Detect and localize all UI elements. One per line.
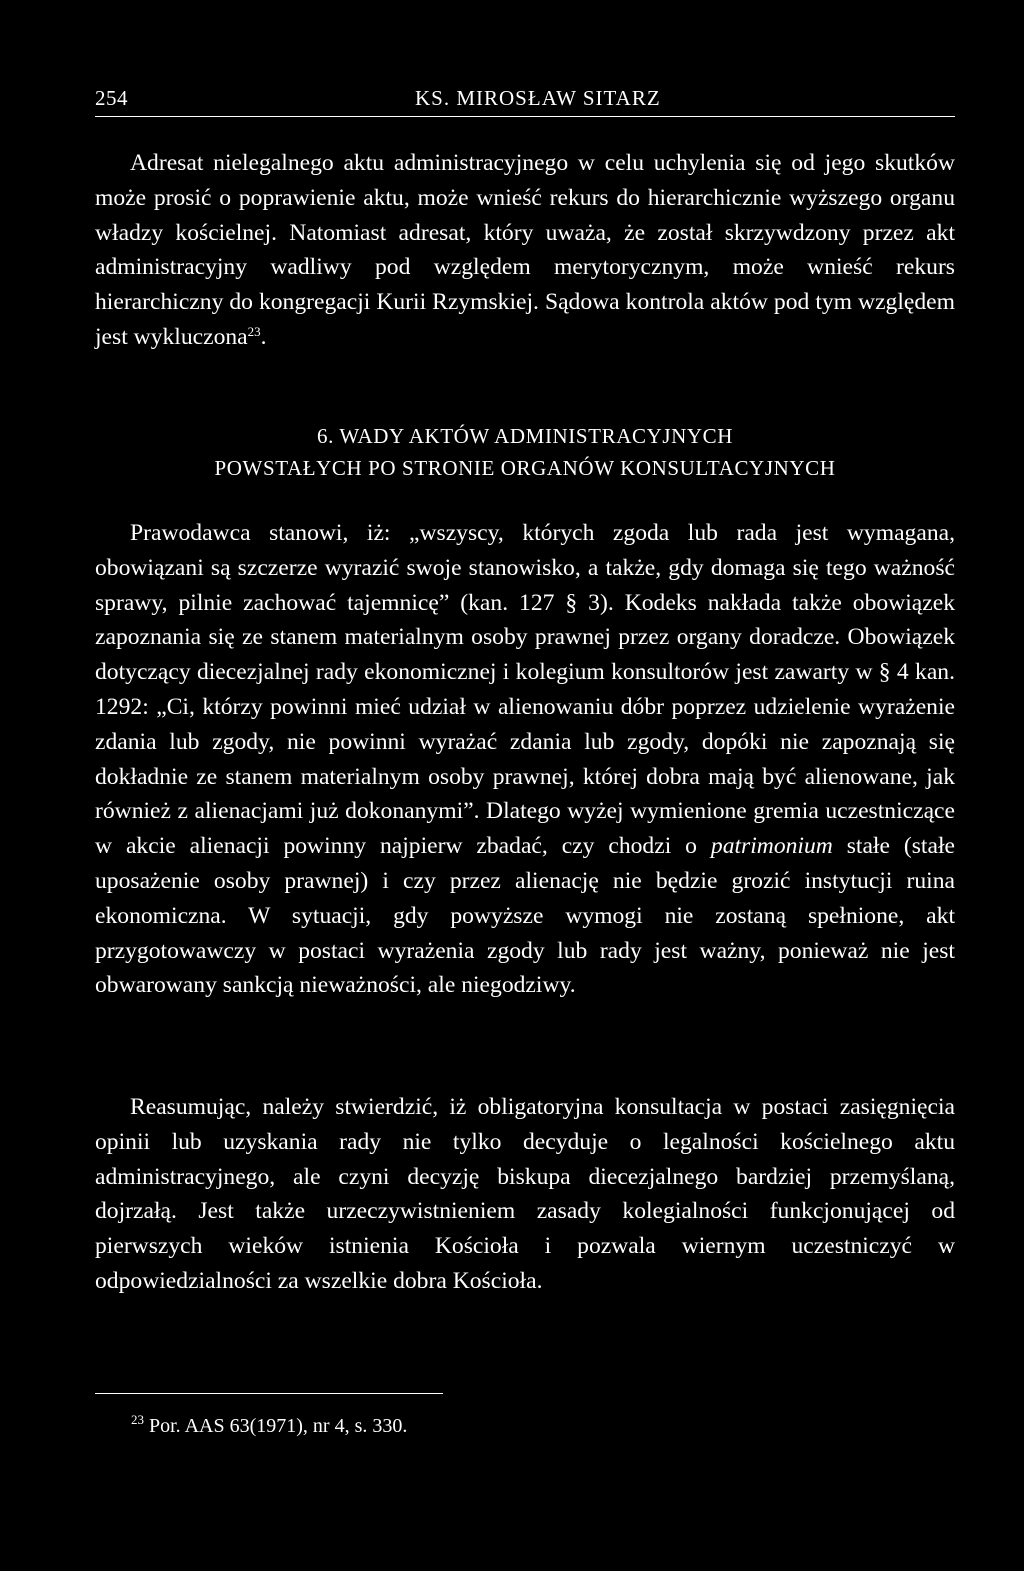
paragraph-1 xyxy=(95,146,955,355)
paragraph-2-part-2: stałe (stałe uposażenie osoby prawnej) i czy przez alienację nie będzie grozić instytucji ruina ekonomiczna. W sytuacji, gdy powyższe wymogi nie zostaną spełnione, akt przygotowawczy w postaci wyrażenia zgody lub rady jest ważny, ponieważ nie jest obwarowany sankcją nieważności, ale niegodziwy. xyxy=(95,833,955,999)
page-number: 254 xyxy=(95,86,128,110)
footnote-rule xyxy=(95,1393,443,1394)
paragraph-1-end: . xyxy=(260,323,267,350)
paragraph-2 xyxy=(95,516,955,1003)
section-heading-line-1: 6. WADY AKTÓW ADMINISTRACYJNYCH xyxy=(316,424,734,448)
footnote xyxy=(131,1412,408,1438)
running-header xyxy=(95,86,955,120)
paragraph-1-text: Adresat nielegalnego aktu administracyjnego w celu uchylenia się od jego skutków może prosić o poprawienie aktu, może wnieść rekurs do hierarchicznie wyższego organu władzy kościelnej. Natomiast adresat, który uważa, że został skrzywdzony przez akt administracyjny wadliwy pod względem merytorycznym, może wnieść rekurs hierarchiczny do kongregacji Kurii Rzymskiej. Sądowa kontrola aktów pod tym względem jest wykluczona xyxy=(95,150,955,350)
footnote-text: Por. AAS 63(1971), nr 4, s. 330. xyxy=(144,1415,408,1437)
paragraph-2-italic-term: patrimonium xyxy=(710,833,833,860)
paragraph-3-text: Reasumując, należy stwierdzić, iż obligatoryjna konsultacja w postaci zasięgnięcia opinii lub uzyskania rady nie tylko decyduje o legalności kościelnego aktu administracyjnego, ale czyni decyzję biskupa diecezjalnego bardziej przemyślaną, dojrzałą. Jest także urzeczywistnieniem zasady kolegialności funkcjonującej od pierwszych wieków istnienia Kościoła i pozwala wiernym uczestniczyć w odpowiedzialności za wszelkie dobra Kościoła. xyxy=(95,1094,955,1294)
header-rule xyxy=(95,116,955,117)
paragraph-2-part-1: Prawodawca stanowi, iż: „wszyscy, których zgoda lub rada jest wymagana, obowiązani są szczerze wyrazić swoje stanowisko, a także, gdy domaga się tego ważność sprawy, pilnie zachować tajemnicę” (kan. 127 § 3). Kodeks nakłada także obowiązek zapoznania się ze stanem materialnym osoby prawnej przez organy doradcze. Obowiązek dotyczący diecezjalnej rady ekonomicznej i kolegium konsultorów jest zawarty w § 4 kan. 1292: „Ci, którzy powinni mieć udział w alienowaniu dóbr poprzez udzielenie wyrażenie zdania lub zgody, nie powinni wyrażać zdania lub zgody, dopóki nie zapoznają się dokładnie ze stanem materialnym osoby prawnej, której dobra mają być alienowane, jak również z alienacjami już dokonanymi”. Dlatego wyżej wymienione gremia uczestniczące w akcie alienacji powinny najpierw zbadać, czy chodzi o xyxy=(95,520,955,860)
paragraph-3 xyxy=(95,1090,955,1299)
footnote-number: 23 xyxy=(131,1412,144,1427)
section-heading-line-2: POWSTAŁYCH PO STRONIE ORGANÓW KONSULTACYJNYCH xyxy=(214,456,836,480)
footnote-reference: 23 xyxy=(247,323,261,339)
running-head-author: KS. MIROSŁAW SITARZ xyxy=(415,86,661,110)
